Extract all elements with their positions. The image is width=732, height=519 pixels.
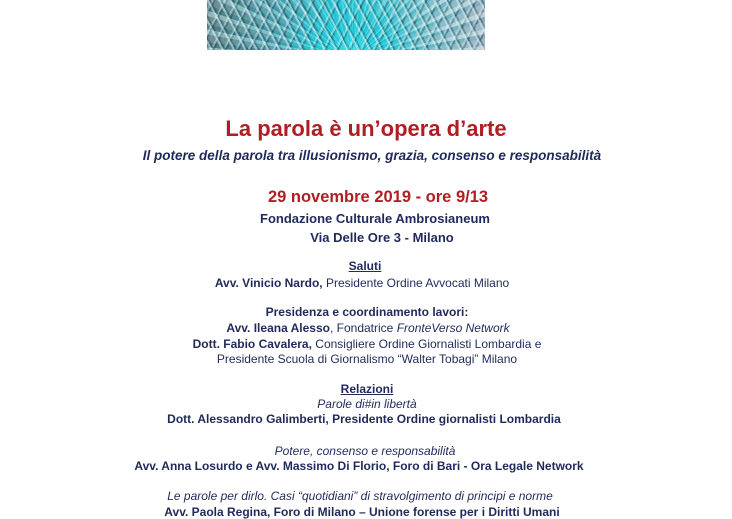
presidenza-entry bbox=[2, 321, 732, 335]
talk-speaker: Dott. Alessandro Galimberti, Presidente Ordine giornalisti Lombardia bbox=[167, 412, 561, 426]
speaker-name: Dott. Fabio Cavalera, bbox=[192, 337, 312, 351]
speaker-name: Avv. Ileana Alesso bbox=[226, 321, 330, 335]
event-subtitle: Il potere della parola tra illusionismo, grazia, consenso e responsabilità bbox=[142, 148, 602, 163]
saluti-entry bbox=[0, 276, 728, 290]
talk-speaker: Avv. Anna Losurdo e Avv. Massimo Di Florio, Foro di Bari - Ora Legale Network bbox=[134, 459, 584, 473]
event-title: La parola è un’opera d’arte bbox=[225, 116, 507, 141]
section-heading-presidenza: Presidenza e coordinamento lavori: bbox=[265, 305, 469, 319]
speaker-role: , Fondatrice bbox=[329, 321, 397, 335]
talk-speaker: Avv. Paola Regina, Foro di Milano – Unione forense per i Diritti Umani bbox=[164, 505, 560, 519]
event-date: 29 novembre 2019 - ore 9/13 bbox=[267, 188, 489, 206]
talk-topic: Potere, consenso e responsabilità bbox=[274, 444, 456, 458]
hero-artwork-image bbox=[207, 0, 485, 50]
talk-topic: Le parole per dirlo. Casi “quotidiani” di stravolgimento di principi e norme bbox=[167, 489, 553, 503]
section-heading-relazioni: Relazioni bbox=[340, 382, 394, 396]
section-heading-saluti: Saluti bbox=[348, 259, 382, 273]
venue-address: Via Delle Ore 3 - Milano bbox=[310, 230, 454, 245]
speaker-name: Avv. Vinicio Nardo, bbox=[214, 276, 323, 290]
presidenza-entry-continued: Presidente Scuola di Giornalismo “Walter Tobagi” Milano bbox=[216, 352, 518, 366]
venue-name: Fondazione Culturale Ambrosianeum bbox=[260, 211, 490, 226]
hero-artwork-texture bbox=[207, 0, 485, 50]
speaker-role: Presidente Ordine Avvocati Milano bbox=[322, 276, 510, 290]
organization-name: FronteVerso Network bbox=[396, 321, 510, 335]
speaker-role: Consigliere Ordine Giornalisti Lombardia e bbox=[311, 337, 542, 351]
talk-topic: Parole di#in libertà bbox=[317, 397, 417, 411]
presidenza-entry bbox=[1, 337, 732, 351]
